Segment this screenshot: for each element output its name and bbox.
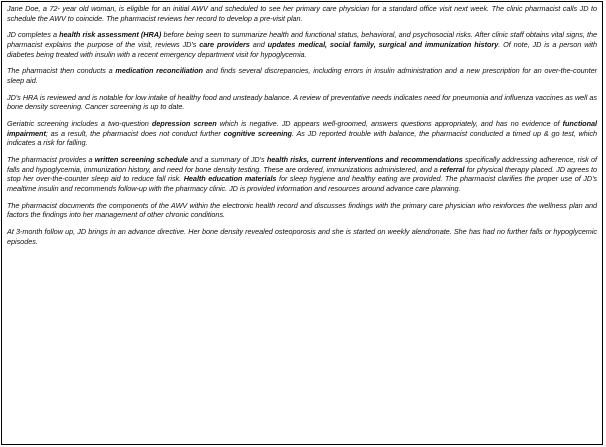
emphasis-med-reconciliation: medication reconciliation [115, 66, 203, 76]
text-run: and finds several discrepancies, including errors in insulin administration and a new prescription for an over-the-counter sleep aid. [7, 66, 597, 85]
text-run: . Of note, JD is a person with diabetes being treated with insulin with a recent emergency department visit for hypoglycemia. [7, 39, 597, 59]
emphasis-screening-schedule: written screening schedule [94, 155, 188, 165]
emphasis-health-education: Health education materials [183, 174, 277, 184]
paragraph-intro [7, 4, 597, 23]
paragraph-hra-review [7, 93, 597, 112]
emphasis-health-risks: health risks, current interventions and recommendations [266, 155, 463, 165]
emphasis-cognitive-screening: cognitive screening [223, 128, 292, 138]
emphasis-referral: referral [439, 164, 465, 174]
text-run: for sleep hygiene and healthy eating are provided. The pharmacist clarifies the proper use of JD's mealtime insulin and recommends follow-up with the pharmacy clinic. JD is provided information and resources around advance care planning. [7, 174, 598, 193]
text-run: specifically addressing adherence, risk of falls and hypoglycemia, immunization history, and need for bone density testing. These are ordered, immunizations administered, and a [7, 155, 597, 174]
text-run: Geriatric screening includes a two-question [7, 119, 152, 129]
text-run: Jane Doe, a 72- year old woman, is eligible for an initial AWV and scheduled to see her primary care physician for a standard office visit next week. The clinic pharmacist calls JD to schedule the AWV to coincide. The pharmacist reviews her record to develop a pre-visit plan. [7, 4, 597, 23]
text-run: The pharmacist provides a [7, 155, 95, 165]
text-run: before being seen to summarize health and functional status, behavioral, and psychosocial risks. After clinic staff obtains vital signs, the pharmacist explains the purpose of the visit, reviews JD's [7, 30, 597, 49]
text-run: which is negative. JD appears well-groomed, answers questions appropriately, and has no evidence of [216, 119, 563, 129]
emphasis-depression-screen: depression screen [151, 119, 217, 129]
emphasis-functional-impairment: functional impairment [7, 119, 597, 138]
text-run: for physical therapy placed. JD agrees to stop her over-the-counter sleep aid to reduce fall risk. [7, 164, 597, 184]
text-run: JD completes a [7, 30, 60, 40]
text-run: The pharmacist then conducts a [7, 66, 116, 76]
case-study-box [1, 1, 603, 445]
paragraph-med-reconciliation [7, 66, 597, 85]
paragraph-geriatric-screening [7, 119, 597, 148]
text-run: and [249, 39, 268, 49]
emphasis-care-providers: care providers [199, 39, 250, 49]
paragraph-documentation [7, 201, 597, 220]
text-run: JD's HRA is reviewed and is notable for low intake of healthy food and unsteady balance. A review of preventative needs indicates need for pneumonia and influenza vaccines as well as bone density screening. Cancer screening is up to date. [7, 92, 597, 112]
text-run: At 3-month follow up, JD brings in an advance directive. Her bone density revealed osteoporosis and she is started on weekly alendronate. She has had no further falls or hypoglycemic episodes. [7, 227, 597, 246]
text-run: The pharmacist documents the components of the AWV within the electronic health record and discusses findings with the primary care physician who reinforces the wellness plan and factors the findings into her management of other chronic conditions. [7, 200, 597, 220]
emphasis-hra: health risk assessment (HRA) [59, 30, 162, 40]
paragraph-recommendations [7, 155, 597, 193]
paragraph-hra [7, 30, 597, 59]
paragraph-follow-up [7, 227, 597, 246]
emphasis-history-updates: updates medical, social family, surgical and immunization history [267, 39, 499, 49]
text-run: and a summary of JD's [188, 155, 267, 165]
text-run: ; as a result, the pharmacist does not conduct further [45, 128, 224, 138]
text-run: . As JD reported trouble with balance, the pharmacist conducted a timed up & go test, which indicates a risk for falling. [7, 128, 597, 148]
